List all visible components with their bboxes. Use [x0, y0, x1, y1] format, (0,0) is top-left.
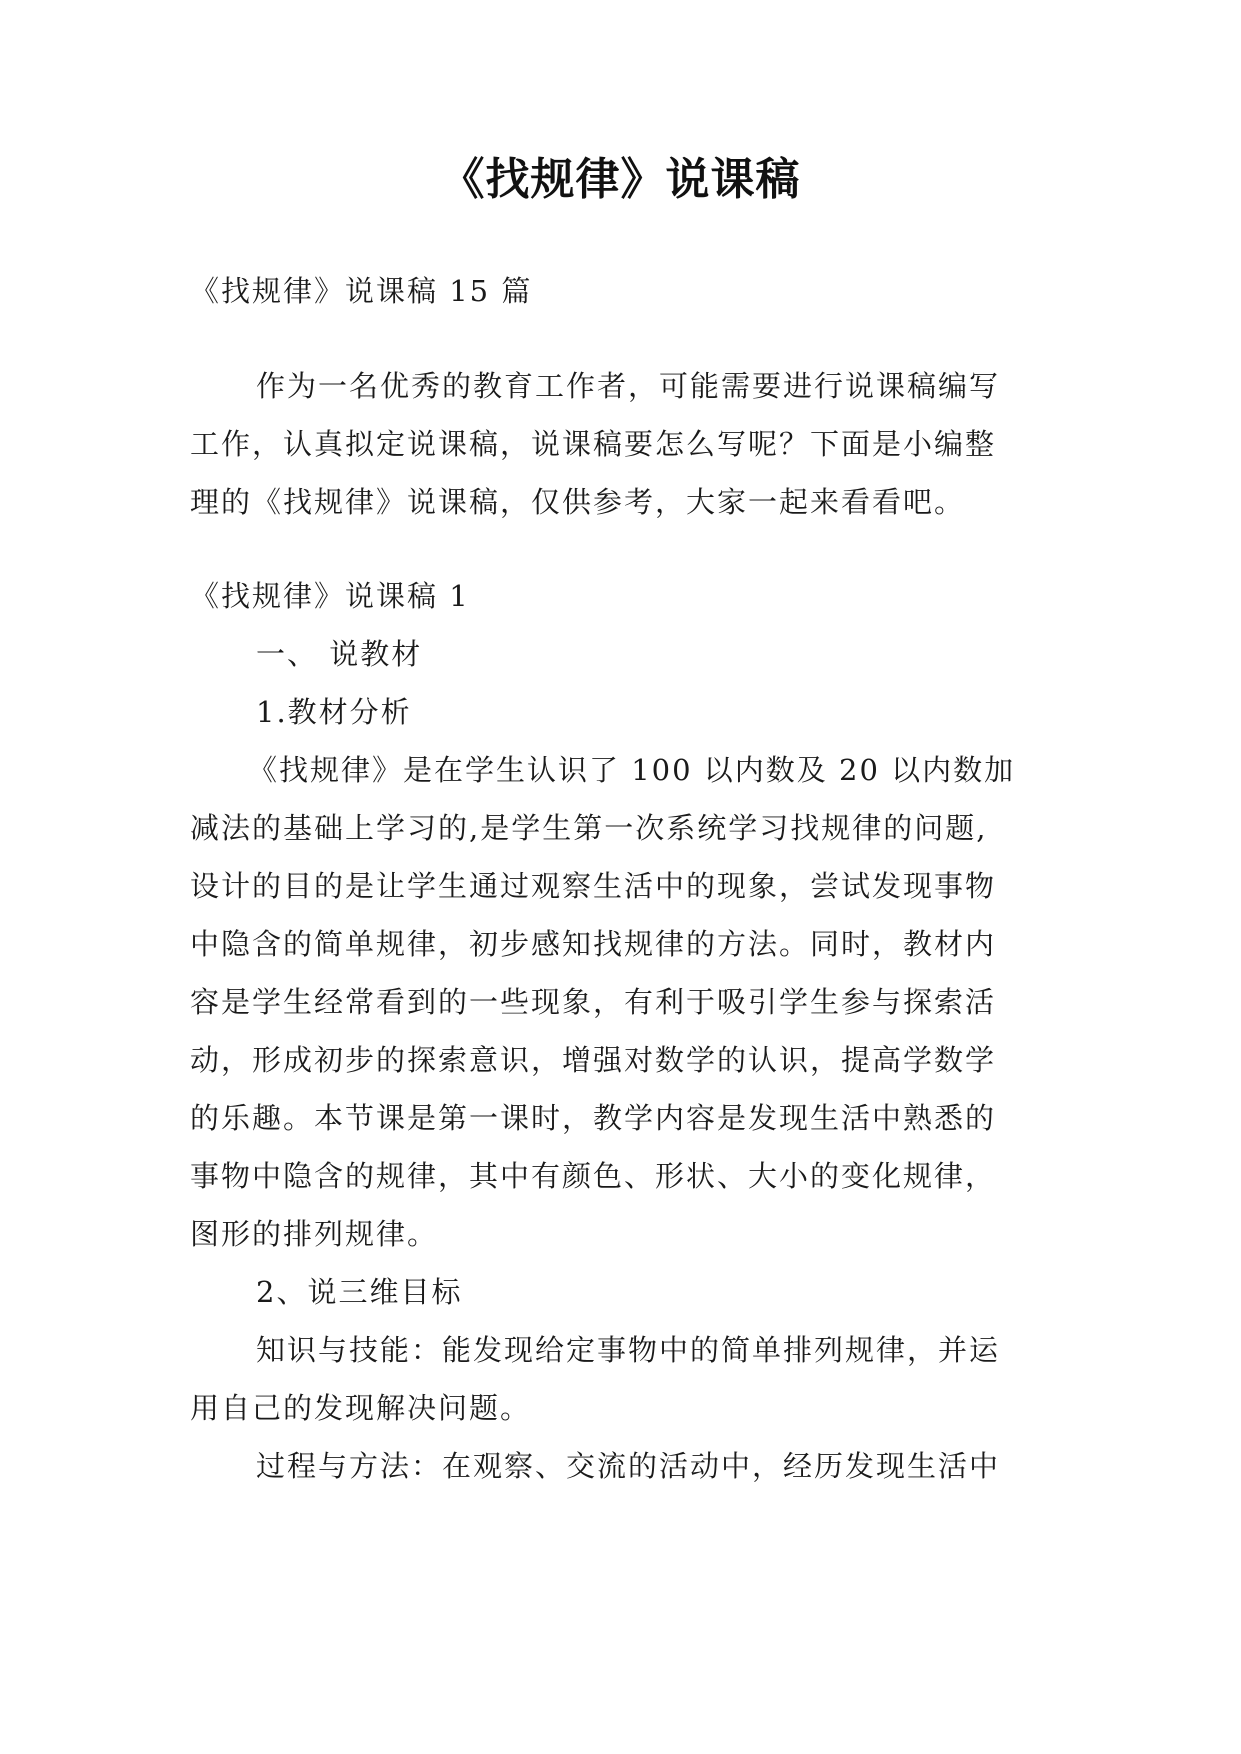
subtitle-block	[190, 262, 1060, 320]
knowledge-line: 知识与技能：能发现给定事物中的简单排列规律，并运	[256, 1333, 1001, 1367]
analysis-line: 《找规律》是在学生认识了 100 以内数及 20 以内数加	[248, 753, 1016, 787]
document-title: 《找规律》说课稿	[440, 154, 801, 205]
analysis-line: 事物中隐含的规律，其中有颜色、形状、大小的变化规律，	[190, 1159, 997, 1193]
analysis-line: 的乐趣。本节课是第一课时，教学内容是发现生活中熟悉的	[190, 1101, 997, 1135]
intro-line: 理的《找规律》说课稿，仅供参考，大家一起来看看吧。	[190, 485, 966, 519]
part-heading: 一、 说教材	[256, 637, 423, 671]
intro-line: 工作，认真拟定说课稿，说课稿要怎么写呢？下面是小编整	[190, 427, 997, 461]
knowledge-line: 用自己的发现解决问题。	[190, 1391, 532, 1425]
document-subtitle: 《找规律》说课稿 15 篇	[190, 274, 533, 308]
section-heading: 《找规律》说课稿 1	[190, 579, 470, 613]
analysis-line: 动，形成初步的探索意识，增强对数学的认识，提高学数学	[190, 1043, 997, 1077]
analysis-line: 图形的排列规律。	[190, 1217, 439, 1251]
section-1	[190, 567, 1060, 1495]
analysis-line: 中隐含的简单规律，初步感知找规律的方法。同时，教材内	[190, 927, 997, 961]
subsection-heading: 2、说三维目标	[256, 1275, 463, 1309]
analysis-line: 容是学生经常看到的一些现象，有利于吸引学生参与探索活	[190, 985, 997, 1019]
intro-line: 作为一名优秀的教育工作者，可能需要进行说课稿编写	[256, 369, 1001, 403]
analysis-line: 设计的目的是让学生通过观察生活中的现象，尝试发现事物	[190, 869, 997, 903]
intro-paragraph	[190, 357, 1060, 531]
analysis-line: 减法的基础上学习的,是学生第一次系统学习找规律的问题,	[190, 811, 988, 845]
process-line: 过程与方法：在观察、交流的活动中，经历发现生活中	[256, 1449, 1001, 1483]
subsection-heading: 1.教材分析	[256, 695, 412, 729]
